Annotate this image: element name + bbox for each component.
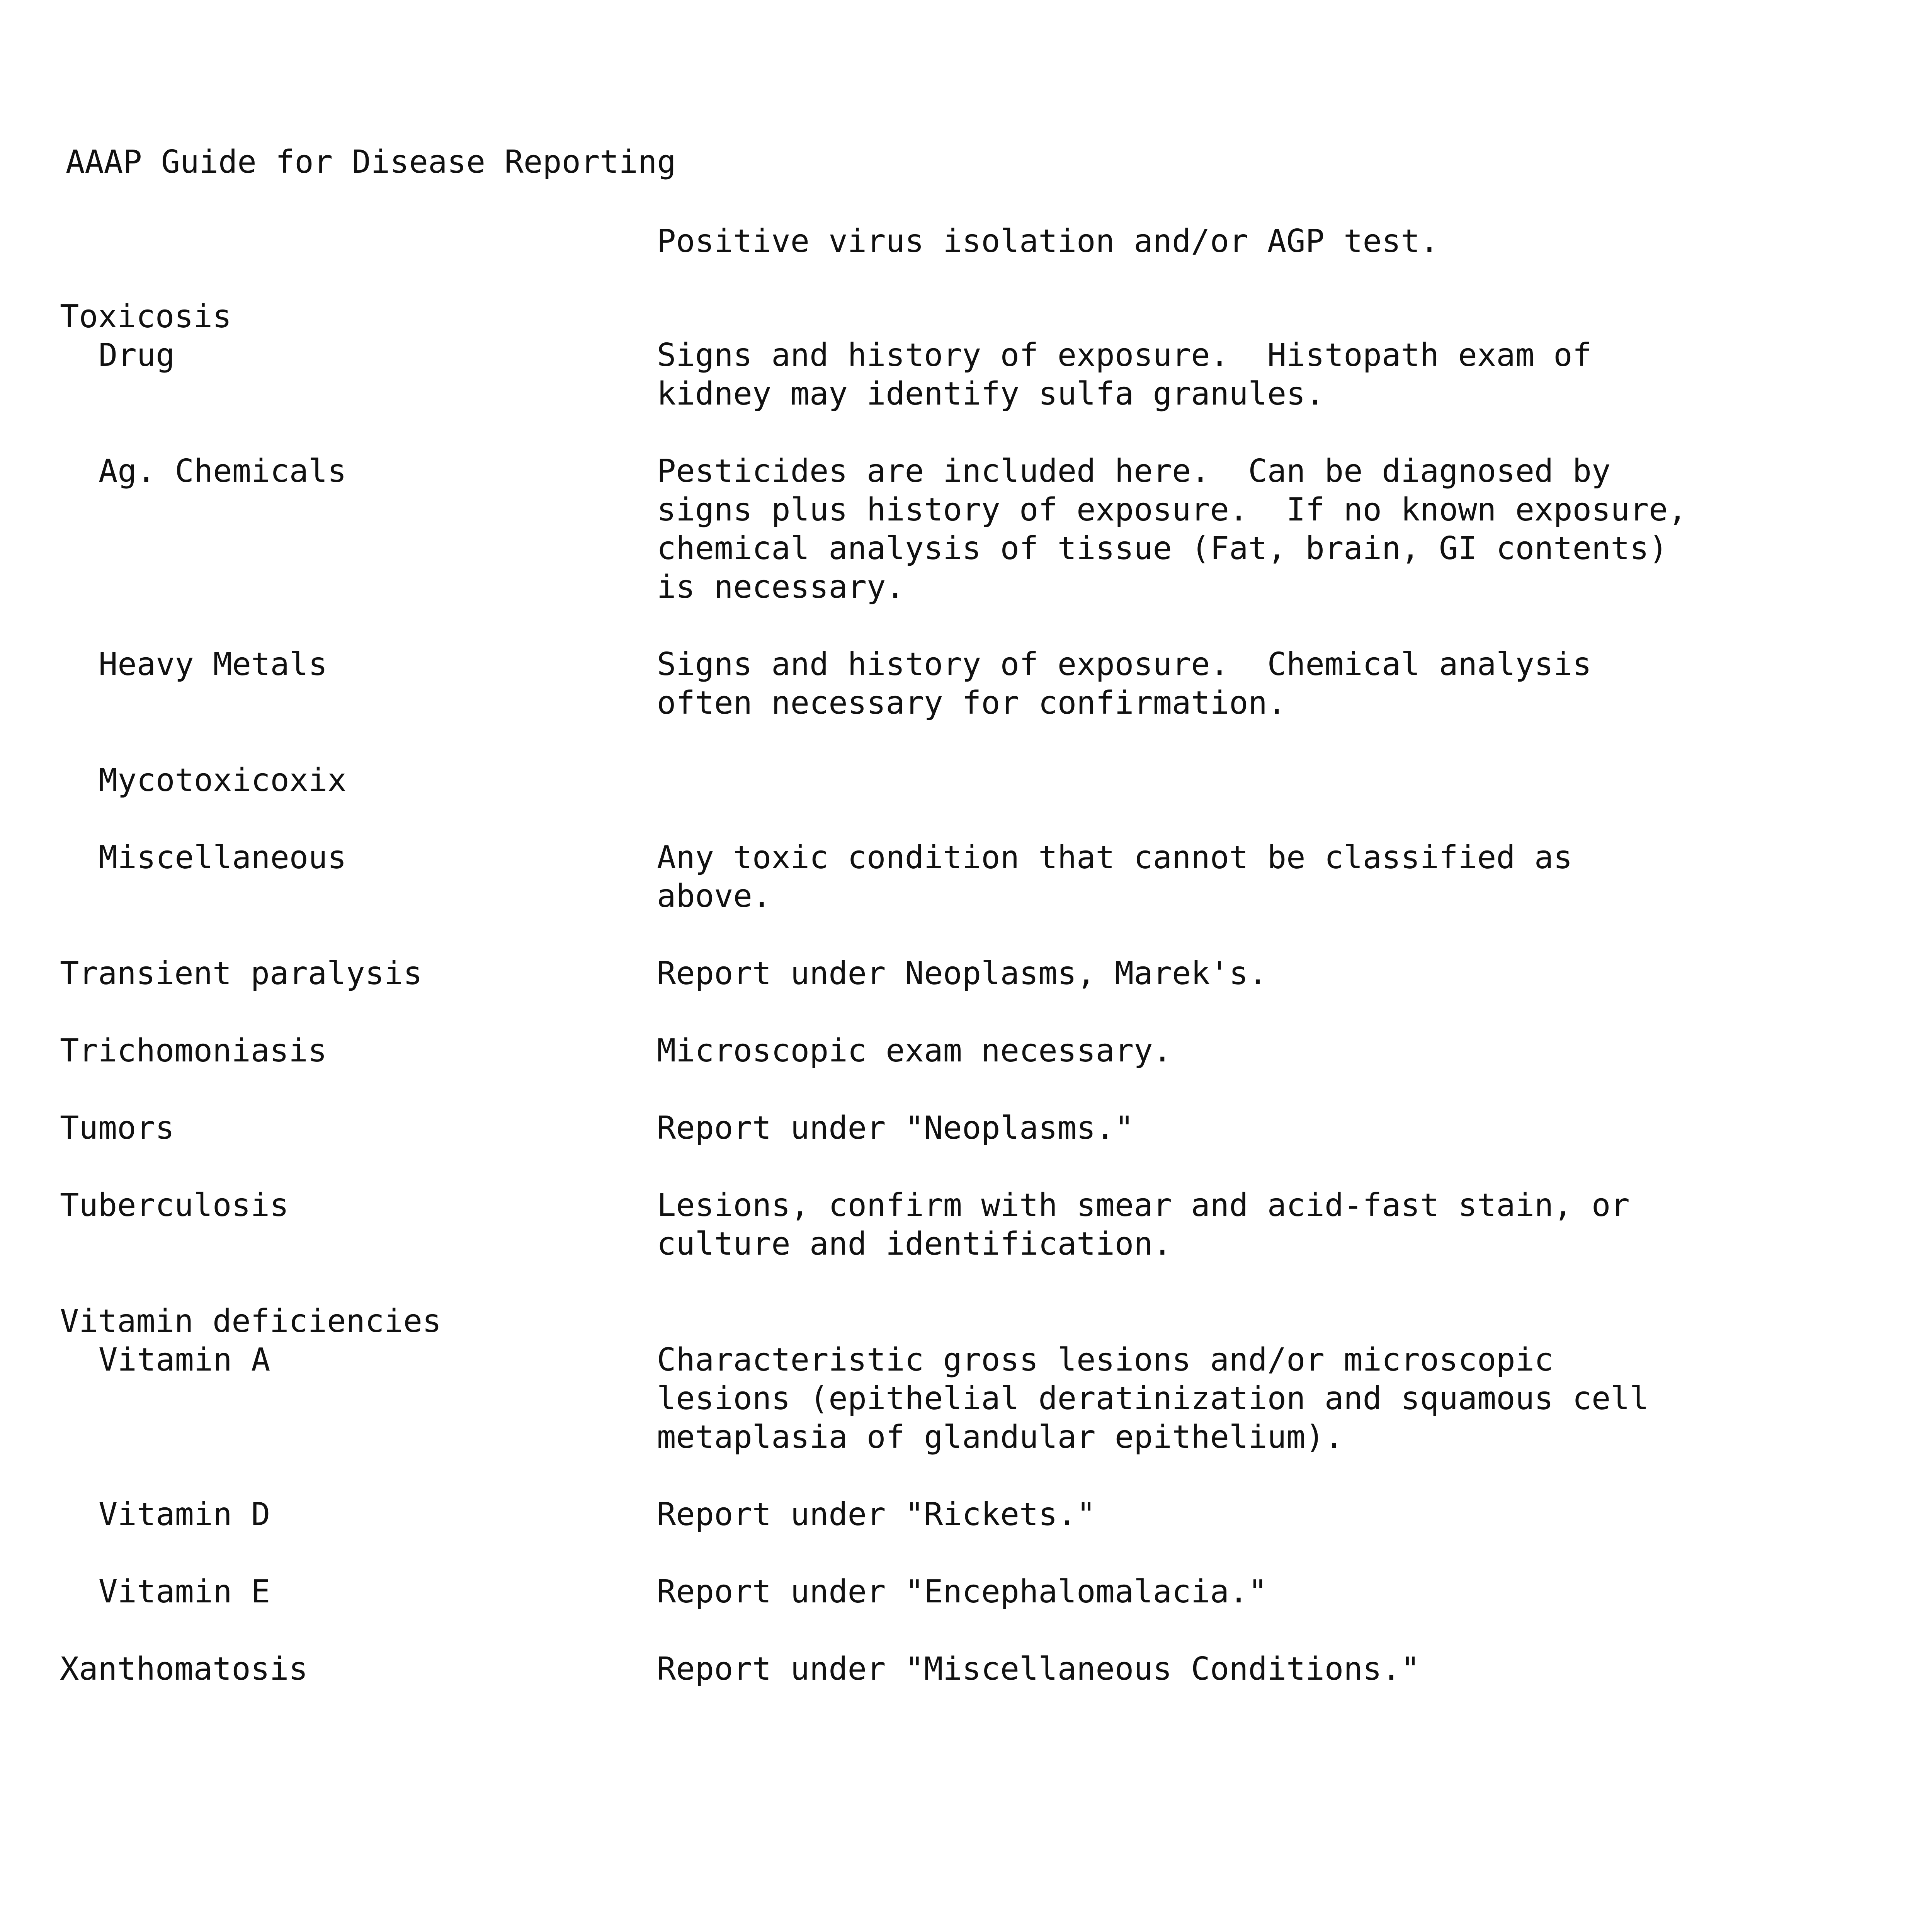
diagnosis-criteria: Signs and history of exposure. Histopath exam of kidney may identify sulfa granules. [657, 337, 1592, 412]
diagnosis-criteria: Report under "Miscellaneous Conditions." [657, 1651, 1420, 1687]
diagnosis-criteria: Positive virus isolation and/or AGP test. [657, 223, 1439, 260]
disease-subterm: Mycotoxicoxix [99, 762, 347, 799]
disease-subterm: Vitamin D [99, 1496, 270, 1533]
disease-subterm: Drug [99, 337, 175, 374]
diagnosis-criteria: Report under "Encephalomalacia." [657, 1573, 1267, 1610]
diagnosis-criteria: Lesions, confirm with smear and acid-fast stain, or culture and identification. [657, 1187, 1630, 1262]
disease-term: Tuberculosis [60, 1187, 289, 1224]
diagnosis-criteria: Microscopic exam necessary. [657, 1032, 1172, 1069]
disease-term: Transient paralysis [60, 955, 422, 992]
disease-subterm: Miscellaneous [99, 839, 347, 876]
disease-term: Trichomoniasis [60, 1032, 327, 1069]
diagnosis-criteria: Report under Neoplasms, Marek's. [657, 955, 1267, 992]
disease-term: Xanthomatosis [60, 1651, 308, 1687]
diagnosis-criteria: Report under "Neoplasms." [657, 1110, 1134, 1146]
diagnosis-criteria: Pesticides are included here. Can be diagnosed by signs plus history of exposure. If no known exposure, chemical analysis of tissue (Fat, brain, GI contents) is necessary. [657, 453, 1687, 605]
document-header: AAAP Guide for Disease Reporting [66, 144, 676, 180]
diagnosis-criteria: Characteristic gross lesions and/or microscopic lesions (epithelial deratinization and squamous cell metaplasia of glandular epithelium). [657, 1342, 1649, 1456]
disease-subterm: Heavy Metals [99, 646, 328, 683]
diagnosis-criteria: Report under "Rickets." [657, 1496, 1096, 1533]
disease-subterm: Vitamin A [99, 1342, 270, 1378]
diagnosis-criteria: Signs and history of exposure. Chemical analysis often necessary for confirmation. [657, 646, 1592, 721]
disease-subterm: Ag. Chemicals [99, 453, 347, 490]
disease-term: Tumors [60, 1110, 175, 1146]
disease-subterm: Vitamin E [99, 1573, 270, 1610]
disease-term: Vitamin deficiencies [60, 1303, 442, 1340]
disease-term: Toxicosis [60, 298, 232, 335]
diagnosis-criteria: Any toxic condition that cannot be classified as above. [657, 839, 1573, 915]
